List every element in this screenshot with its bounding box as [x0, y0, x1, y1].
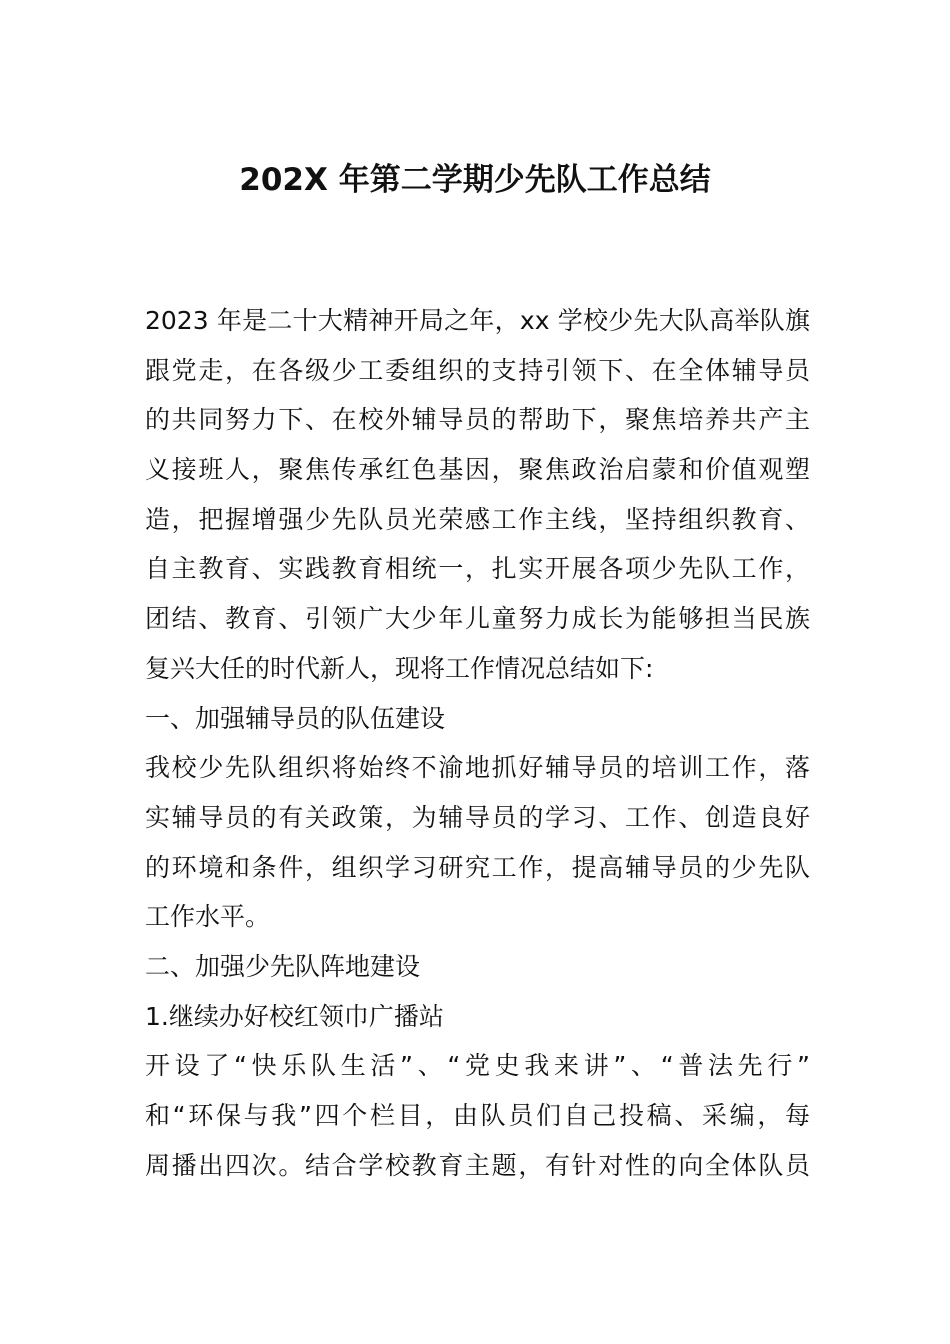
body-line: 和“环保与我”四个栏目，由队员们自己投稿、采编，每	[145, 1101, 810, 1130]
body-line: 义接班人，聚焦传承红色基因，聚焦政治启蒙和价值观塑	[145, 455, 810, 485]
body-line: 自主教育、实践教育相统一，扎实开展各项少先队工作，	[145, 554, 810, 584]
body-line: 跟党走，在各级少工委组织的支持引领下、在全体辅导员	[145, 355, 810, 385]
document-body	[145, 296, 810, 1190]
document-title: 202X 年第二学期少先队工作总结	[239, 162, 711, 198]
body-line: 造，把握增强少先队员光荣感工作主线，坚持组织教育、	[145, 504, 810, 534]
body-line: 周播出四次。结合学校教育主题，有针对性的向全体队员	[145, 1150, 810, 1180]
body-line: 实辅导员的有关政策，为辅导员的学习、工作、创造良好	[145, 802, 810, 832]
body-line: 团结、教育、引领广大少年儿童努力成长为能够担当民族	[145, 604, 810, 634]
section-heading: 二、加强少先队阵地建设	[145, 951, 421, 981]
body-line: 我校少先队组织将始终不渝地抓好辅导员的培训工作，落	[145, 753, 810, 783]
subsection-heading: 1.继续办好校红领巾广播站	[145, 1001, 444, 1031]
body-line: 2023 年是二十大精神开局之年，xx 学校少先大队高举队旗	[145, 306, 810, 335]
body-line: 的共同努力下、在校外辅导员的帮助下，聚焦培养共产主	[145, 405, 810, 435]
section-heading: 一、加强辅导员的队伍建设	[145, 703, 446, 733]
body-line: 工作水平。	[145, 902, 271, 932]
body-line: 开设了“快乐队生活”、“党史我来讲”、“普法先行”	[145, 1051, 810, 1081]
body-line: 的环境和条件，组织学习研究工作，提高辅导员的少先队	[145, 852, 810, 882]
body-line: 复兴大任的时代新人，现将工作情况总结如下:	[145, 653, 654, 683]
